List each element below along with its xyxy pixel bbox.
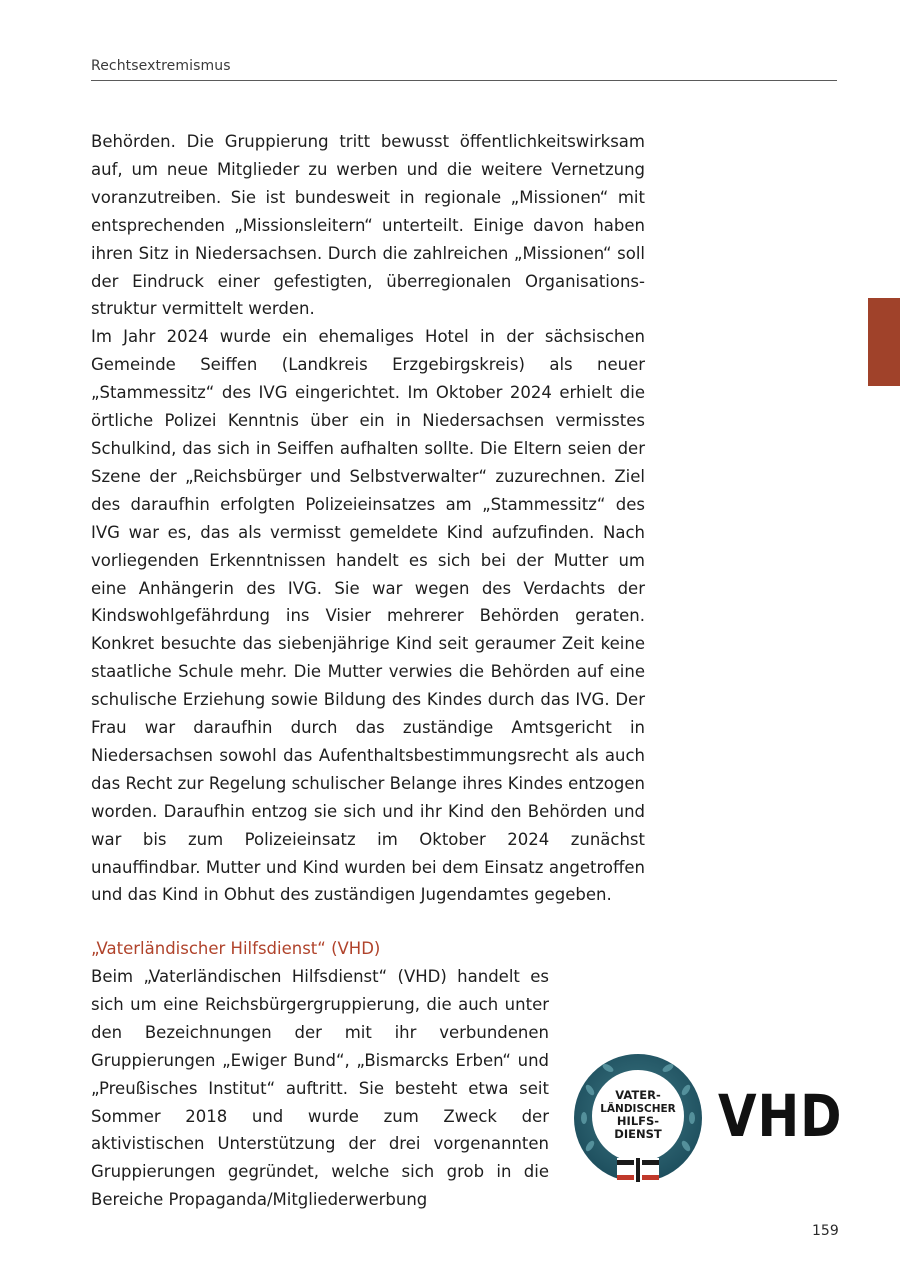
header-rule xyxy=(91,80,837,81)
seal-line: HILFS- xyxy=(616,1114,660,1128)
chapter-side-tab xyxy=(868,298,900,386)
vhd-seal-icon xyxy=(572,1050,712,1190)
page-number: 159 xyxy=(812,1223,839,1239)
paragraph: Im Jahr 2024 wurde ein ehemaliges Hotel in der sächsischen Gemeinde Seiffen (Landkreis Erzgebirgskreis) als neuer „Stammessitz“ des IVG eingerichtet. Im Oktober 2024 erhielt die örtliche Polizei Kenntnis über ein in Niedersachsen vermisstes Schulkind, das sich in Seiffen aufhalten sollte. Die Eltern seien der Szene der „Reichsbürger und Selbstverwalter“ zuzurechnen. Ziel des daraufhin erfolgten Polizeieinsatzes am „Stammessitz“ des IVG war es, das als vermisst gemeldete Kind aufzufinden. Nach vorliegenden Erkenntnissen handelt es sich bei der Mutter um eine Anhängerin des IVG. Sie war wegen des Verdachts der Kindswohlgefährdung ins Visier mehrerer Behörden geraten. Konkret besuchte das siebenjährige Kind seit geraumer Zeit keine staatliche Schule mehr. Die Mutter verwies die Behörden auf eine schulische Erziehung sowie Bildung des Kindes durch das IVG. Der Frau war daraufhin durch das zuständige Amtsgericht in Niedersachsen sowohl das Aufenthaltsbestimmungsrecht als auch das Recht zur Regelung schulischer Belange ihres Kindes entzogen worden. Daraufhin entzog sie sich und ihr Kind den Behörden und war bis zum Polizeieinsatz im Oktober 2024 zunächst unauffindbar. Mutter und Kind wurden bei dem Einsatz angetroffen und das Kind in Obhut des zuständigen Jugendamtes gegeben. xyxy=(91,327,645,905)
section-paragraph: Beim „Vaterländischen Hilfsdienst“ (VHD) handelt es sich um eine Reichsbürgergruppierung, die auch unter den Bezeichnungen der mit ihr verbundenen Gruppierungen „Ewiger Bund“, „Bismarcks Erben“ und „Preußisches Institut“ auftritt. Sie besteht etwa seit Sommer 2018 und wurde zum Zweck der aktivistischen Unterstützung der drei vorgenannten Gruppierungen gegründet, welche sich grob in die Bereiche Propaganda/Mitgliederwerbung xyxy=(91,967,549,1210)
running-header: Rechtsextremismus xyxy=(91,58,231,74)
paragraph: Behörden. Die Gruppierung tritt bewusst öffentlichkeitswirksam auf, um neue Mitglieder zu werben und die weitere Vernetzung voranzutreiben. Sie ist bundesweit in regionale „Missionen“ mit entsprechenden „Missionsleitern“ unterteilt. Einige davon haben ihren Sitz in Niedersachsen. Durch die zahlreichen „Missionen“ soll der Eindruck einer gefestigten, überregionalen Organisationsstruktur vermittelt werden. xyxy=(91,132,645,319)
seal-line: DIENST xyxy=(614,1127,662,1141)
section-text-block xyxy=(91,963,645,1219)
section-heading: „Vaterländischer Hilfsdienst“ (VHD) xyxy=(91,939,381,958)
vhd-wordmark: VHD xyxy=(718,1082,843,1150)
seal-line: LÄNDISCHER xyxy=(600,1103,676,1115)
seal-line: VATER- xyxy=(615,1088,661,1102)
body-text xyxy=(91,128,645,909)
flag-emblem xyxy=(617,1158,659,1182)
